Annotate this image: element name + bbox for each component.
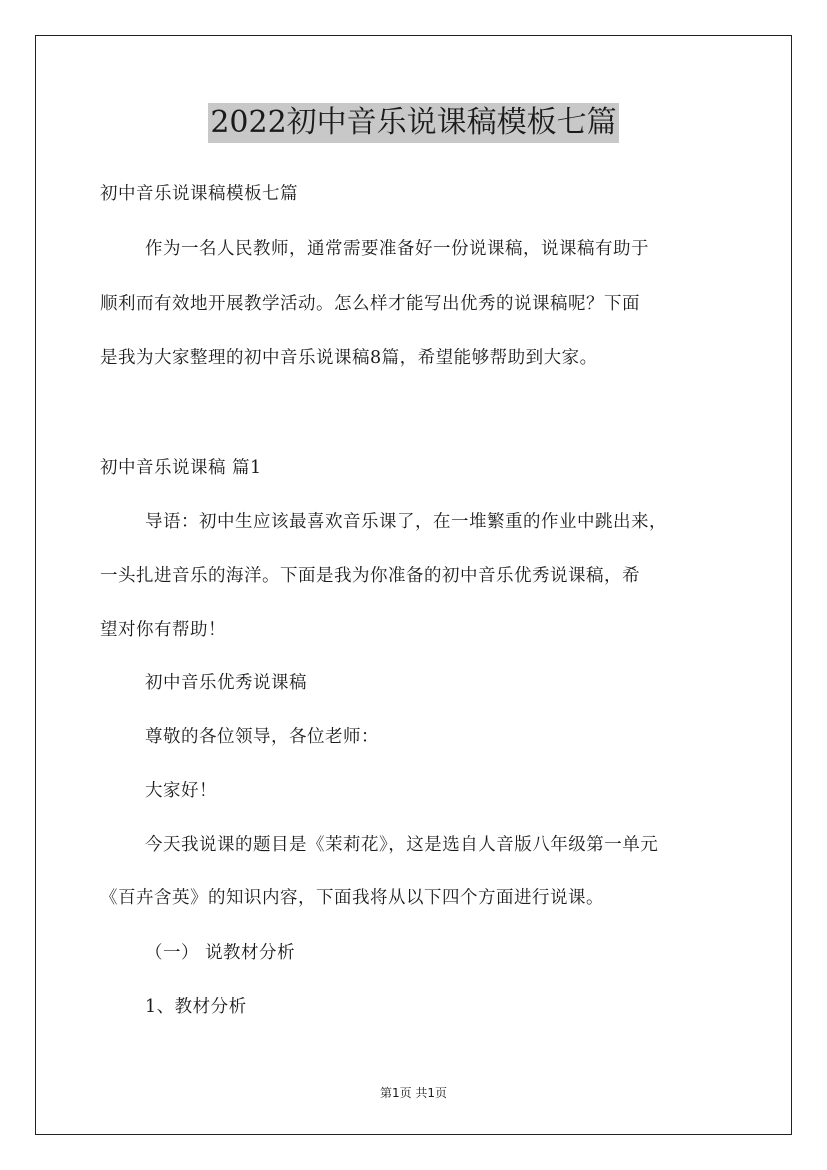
paragraph-line: （一） 说教材分析 (145, 943, 296, 963)
doc-subtitle: 初中音乐说课稿模板七篇 (100, 184, 298, 204)
paragraph-line: 尊敬的各位领导，各位老师： (145, 727, 379, 747)
paragraph-line: 作为一名人民教师，通常需要准备好一份说课稿，说课稿有助于 (145, 239, 649, 259)
page-footer: 第1页 共1页 (379, 1086, 448, 1100)
paragraph-line: 1、教材分析 (145, 997, 247, 1017)
paragraph-line: 一头扎进音乐的海洋。下面是我为你准备的初中音乐优秀说课稿，希 (100, 566, 640, 586)
title-container (0, 103, 827, 143)
paragraph-line: 顺利而有效地开展教学活动。怎么样才能写出优秀的说课稿呢？下面 (100, 294, 640, 314)
paragraph-line: 大家好！ (145, 781, 217, 801)
document-title: 2022初中音乐说课稿模板七篇 (208, 103, 618, 143)
section-heading: 初中音乐说课稿 篇1 (100, 458, 262, 478)
paragraph-line: 是我为大家整理的初中音乐说课稿8篇，希望能够帮助到大家。 (100, 348, 598, 368)
paragraph-line: 导语：初中生应该最喜欢音乐课了，在一堆繁重的作业中跳出来， (145, 512, 667, 532)
paragraph-line: 今天我说课的题目是《茉莉花》，这是选自人音版八年级第一单元 (145, 835, 659, 855)
paragraph-line: 望对你有帮助！ (100, 620, 226, 640)
paragraph-line: 初中音乐优秀说课稿 (145, 673, 307, 693)
paragraph-line: 《百卉含英》的知识内容，下面我将从以下四个方面进行说课。 (100, 888, 604, 908)
